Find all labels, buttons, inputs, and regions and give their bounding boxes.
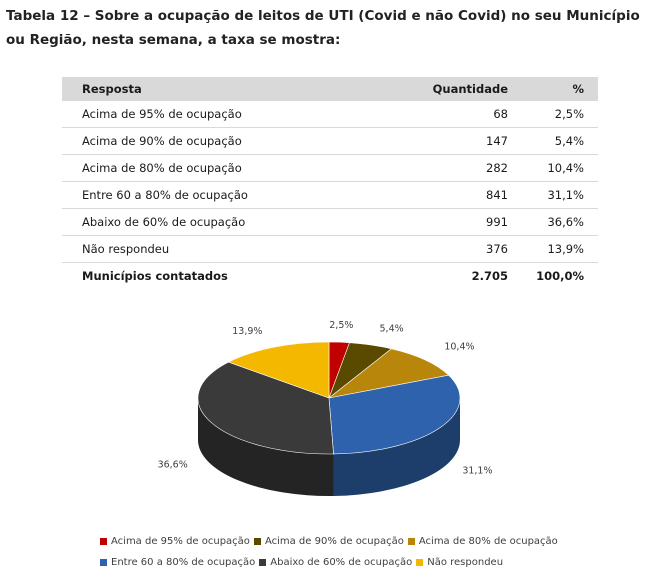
legend-item-acima-de-80-de-ocupacao	[408, 536, 558, 547]
title-line-2: ou Região, nesta semana, a taxa se mostra:	[6, 32, 341, 48]
cell-quantidade: 841	[382, 182, 508, 209]
legend-swatch	[100, 538, 107, 545]
table-row	[62, 209, 598, 236]
legend-swatch	[408, 538, 415, 545]
legend-row	[100, 552, 580, 573]
cell-quantidade: 991	[382, 209, 508, 236]
data-label-abaixo-de-60-de-ocupacao: 36,6%	[157, 459, 188, 471]
cell-resposta: Acima de 90% de ocupação	[62, 128, 382, 155]
header-quantidade: Quantidade	[382, 77, 508, 101]
pie-top-faces	[198, 342, 460, 454]
cell-percent: 10,4%	[508, 155, 598, 182]
legend-item-acima-de-95-de-ocupacao	[100, 536, 250, 547]
legend-item-abaixo-de-60-de-ocupacao	[259, 557, 412, 568]
cell-percent: 36,6%	[508, 209, 598, 236]
pie-chart	[0, 300, 652, 530]
legend-row	[100, 531, 580, 552]
legend-swatch	[259, 559, 266, 566]
legend-label: Acima de 80% de ocupação	[418, 536, 558, 547]
total-label: Municípios contatados	[82, 269, 228, 283]
data-label-acima-de-95-de-ocupacao: 2,5%	[329, 320, 354, 332]
data-label-acima-de-80-de-ocupacao: 10,4%	[444, 341, 475, 353]
table-row	[62, 128, 598, 155]
cell-resposta: Acima de 95% de ocupação	[62, 101, 382, 128]
table-total-row	[62, 263, 598, 290]
legend-label: Acima de 90% de ocupação	[264, 536, 404, 547]
cell-resposta: Acima de 80% de ocupação	[62, 155, 382, 182]
legend-swatch	[254, 538, 261, 545]
legend-label: Abaixo de 60% de ocupação	[270, 557, 413, 568]
data-label-nao-respondeu: 13,9%	[232, 326, 263, 338]
cell-resposta: Não respondeu	[62, 236, 382, 263]
cell-quantidade: 147	[382, 128, 508, 155]
cell-resposta: Entre 60 a 80% de ocupação	[62, 182, 382, 209]
table-row	[62, 101, 598, 128]
legend-item-acima-de-90-de-ocupacao	[254, 536, 404, 547]
legend-swatch	[416, 559, 423, 566]
cell-quantidade: 282	[382, 155, 508, 182]
legend-label: Não respondeu	[427, 557, 504, 568]
chart-legend	[100, 531, 580, 573]
total-quantidade: 2.705	[471, 269, 508, 283]
legend-label: Entre 60 a 80% de ocupação	[111, 557, 256, 568]
data-label-entre-60-a-80-de-ocupacao: 31,1%	[462, 465, 493, 477]
table-header-row	[62, 77, 598, 101]
cell-percent: 13,9%	[508, 236, 598, 263]
legend-item-nao-respondeu	[416, 557, 503, 568]
legend-label: Acima de 95% de ocupação	[111, 536, 250, 547]
total-percent: 100,0%	[536, 269, 584, 283]
table-row	[62, 236, 598, 263]
title-line-1: Tabela 12 – Sobre a ocupação de leitos de UTI (Covid e não Covid) no seu Município	[6, 8, 640, 24]
cell-percent: 2,5%	[508, 101, 598, 128]
results-table	[62, 77, 598, 289]
legend-item-entre-60-a-80-de-ocupacao	[100, 557, 255, 568]
cell-resposta: Abaixo de 60% de ocupação	[62, 209, 382, 236]
cell-percent: 5,4%	[508, 128, 598, 155]
header-percent: %	[508, 77, 598, 101]
cell-quantidade: 68	[382, 101, 508, 128]
table-row	[62, 155, 598, 182]
data-label-acima-de-90-de-ocupacao: 5,4%	[379, 323, 404, 335]
legend-swatch	[100, 559, 107, 566]
table-title	[6, 4, 646, 52]
table-row	[62, 182, 598, 209]
header-resposta: Resposta	[62, 77, 382, 101]
cell-quantidade: 376	[382, 236, 508, 263]
cell-percent: 31,1%	[508, 182, 598, 209]
